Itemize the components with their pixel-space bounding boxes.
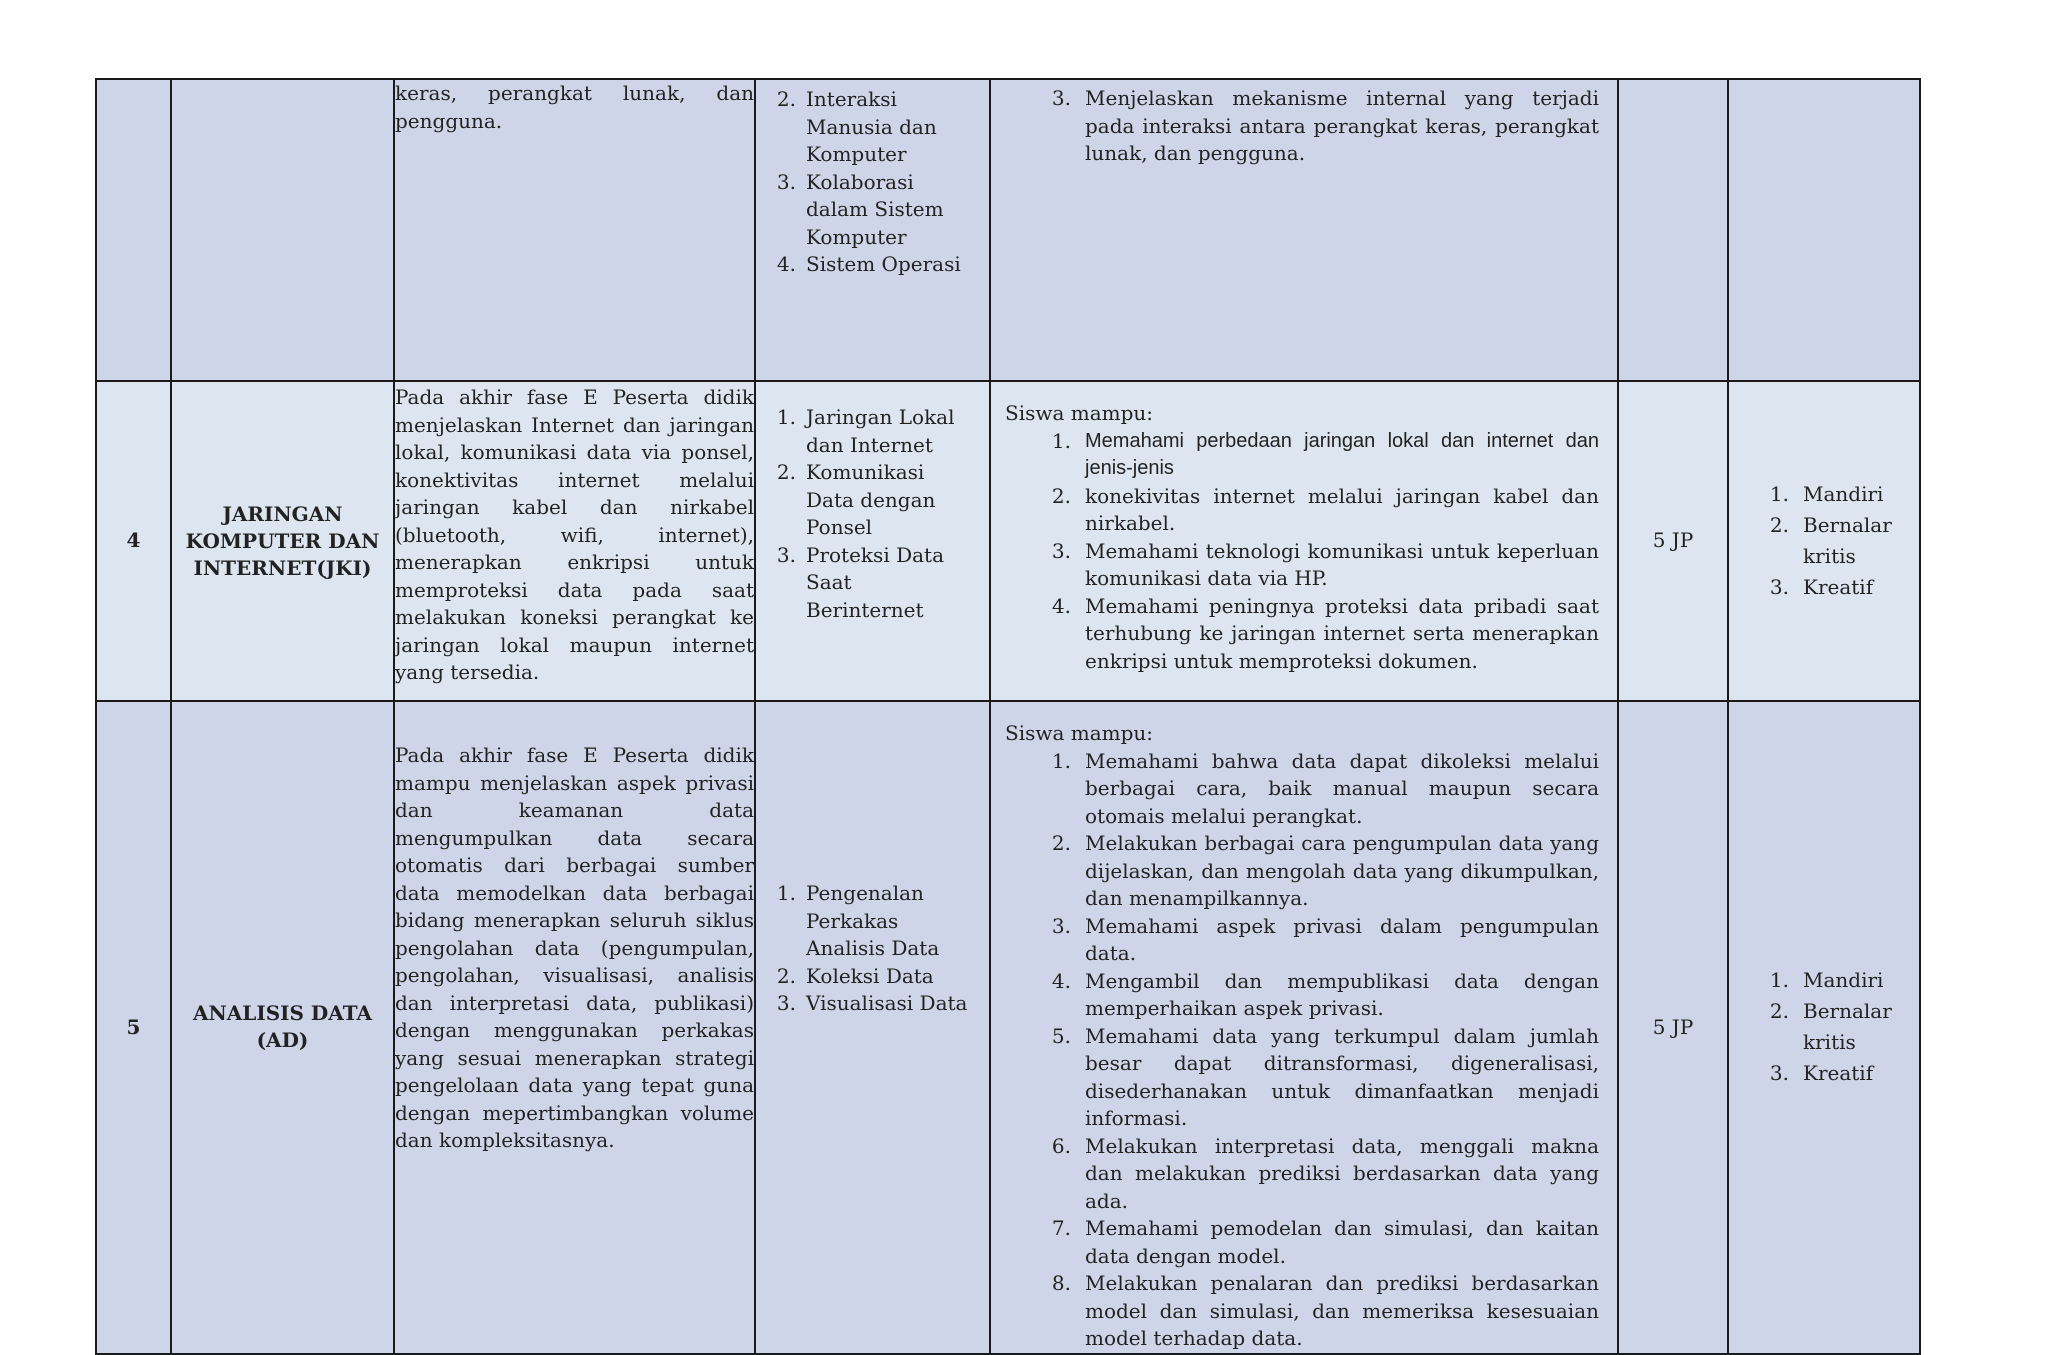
profil-item-number: 3. xyxy=(1769,1061,1789,1086)
tujuan-item-number: 4. xyxy=(1051,968,1071,993)
tujuan-item-text: Memahami bahwa data dapat dikoleksi melalui berbagai cara, baik manual maupun secara otomais melalui perangkat. xyxy=(1085,748,1599,828)
capaian-pembelajaran-cell xyxy=(394,701,755,1354)
tujuan-item xyxy=(991,913,1599,968)
materi-item-number: 3. xyxy=(776,542,796,567)
tujuan-item-number: 3. xyxy=(1051,913,1071,938)
profil-item xyxy=(1729,572,1919,603)
materi-item-number: 4. xyxy=(776,252,796,276)
profil-item xyxy=(1729,1058,1919,1089)
tujuan-item-number: 2. xyxy=(1051,483,1071,508)
profil-item-text: Kreatif xyxy=(1803,1061,1874,1086)
profil-list xyxy=(1729,965,1919,1089)
capaian-pembelajaran-cell xyxy=(394,79,755,381)
capaian-pembelajaran-text: keras, perangkat lunak, dan pengguna. xyxy=(395,81,754,133)
materi-item-text: Proteksi Data Saat Berinternet xyxy=(806,542,944,622)
tujuan-item-number: 4. xyxy=(1051,593,1071,618)
materi-item-text: Sistem Operasi xyxy=(806,252,961,276)
materi-item-text: Interaksi Manusia dan Komputer xyxy=(806,87,937,166)
profil-item-number: 1. xyxy=(1769,482,1789,506)
materi-item-number: 1. xyxy=(776,881,796,905)
materi-item xyxy=(756,251,989,279)
tujuan-item xyxy=(991,1215,1599,1270)
materi-item-number: 2. xyxy=(776,460,796,484)
row-number: 5 xyxy=(96,701,171,1354)
tujuan-item-text: Mengambil dan mempublikasi data dengan memperhaikan aspek privasi. xyxy=(1085,968,1599,1020)
tujuan-item-number: 6. xyxy=(1051,1133,1071,1158)
row-number: 4 xyxy=(96,381,171,701)
materi-item-text: Visualisasi Data xyxy=(806,991,968,1015)
profil-item-text: Mandiri xyxy=(1803,968,1884,993)
table-row xyxy=(96,79,1920,381)
tujuan-item-text: Melakukan interpretasi data, menggali makna dan melakukan prediksi berdasarkan data yang ada. xyxy=(1085,1133,1599,1213)
materi-list xyxy=(756,80,989,279)
tujuan-item xyxy=(991,85,1599,168)
tujuan-item xyxy=(991,1133,1599,1216)
profil-pelajar-cell xyxy=(1728,701,1920,1354)
element-name: ANALISIS DATA (AD) xyxy=(171,701,394,1354)
tujuan-item-number: 5. xyxy=(1051,1023,1071,1048)
profil-list xyxy=(1729,479,1919,603)
alokasi-waktu xyxy=(1618,79,1728,381)
materi-item xyxy=(756,880,989,963)
capaian-pembelajaran-cell xyxy=(394,381,755,701)
profil-item-number: 2. xyxy=(1769,999,1789,1024)
element-name xyxy=(171,79,394,381)
materi-list xyxy=(756,702,989,1018)
tujuan-pembelajaran-cell xyxy=(990,701,1618,1354)
tujuan-item xyxy=(991,968,1599,1023)
profil-item-number: 2. xyxy=(1769,513,1789,537)
tujuan-item xyxy=(991,593,1599,676)
materi-item-text: Koleksi Data xyxy=(806,963,934,988)
materi-item-number: 3. xyxy=(776,991,796,1015)
table-row xyxy=(96,701,1920,1354)
tujuan-item-number: 1. xyxy=(1051,748,1071,773)
tujuan-pembelajaran-cell xyxy=(990,79,1618,381)
tujuan-intro: Siswa mampu: xyxy=(1005,721,1154,745)
tujuan-list xyxy=(991,748,1599,1353)
materi-item-number: 1. xyxy=(776,405,796,429)
profil-item-number: 3. xyxy=(1769,575,1789,599)
tujuan-item-text: konekivitas internet melalui jaringan kabel dan nirkabel. xyxy=(1085,483,1599,535)
materi-item-text: Kolaborasi dalam Sistem Komputer xyxy=(806,169,944,249)
tujuan-item-text: Memahami perbedaan jaringan lokal dan internet dan jenis-jenis xyxy=(1085,429,1599,479)
materi-item-text: Jaringan Lokal dan Internet xyxy=(806,405,955,457)
profil-item-number: 1. xyxy=(1769,968,1789,993)
profil-item xyxy=(1729,996,1919,1058)
tujuan-item xyxy=(991,483,1599,538)
profil-pelajar-cell xyxy=(1728,381,1920,701)
materi-item-number: 2. xyxy=(776,87,796,111)
tujuan-item-text: Melakukan berbagai cara pengumpulan data yang dijelaskan, dan mengolah data yang dikumpulkan, dan menampilkannya. xyxy=(1085,831,1599,910)
alokasi-waktu: 5 JP xyxy=(1618,381,1728,701)
materi-item xyxy=(756,990,989,1018)
tujuan-list xyxy=(991,428,1599,676)
profil-item-text: Bernalar kritis xyxy=(1803,513,1892,568)
materi-item-text: Pengenalan Perkakas Analisis Data xyxy=(806,881,940,960)
materi-item-text: Komunikasi Data dengan Ponsel xyxy=(806,460,936,539)
materi-cell xyxy=(755,701,990,1354)
profil-item xyxy=(1729,479,1919,510)
materi-cell xyxy=(755,79,990,381)
tujuan-pembelajaran-cell xyxy=(990,381,1618,701)
element-name: JARINGAN KOMPUTER DAN INTERNET(JKI) xyxy=(171,381,394,701)
curriculum-table xyxy=(95,78,1921,1355)
tujuan-intro: Siswa mampu: xyxy=(1005,401,1154,425)
materi-item-number: 3. xyxy=(776,169,796,194)
profil-item-text: Kreatif xyxy=(1803,575,1874,599)
profil-item xyxy=(1729,510,1919,572)
materi-item xyxy=(756,169,989,252)
tujuan-item-number: 3. xyxy=(1051,538,1071,563)
row-number xyxy=(96,79,171,381)
tujuan-item-text: Memahami pemodelan dan simulasi, dan kaitan data dengan model. xyxy=(1085,1216,1599,1268)
materi-list xyxy=(756,382,989,624)
alokasi-waktu: 5 JP xyxy=(1618,701,1728,1354)
tujuan-item xyxy=(991,1270,1599,1353)
tujuan-item xyxy=(991,830,1599,913)
tujuan-item-text: Melakukan penalaran dan prediksi berdasarkan model dan simulasi, dan memeriksa kesesuaian model terhadap data. xyxy=(1085,1271,1599,1350)
table-row xyxy=(96,381,1920,701)
tujuan-item-number: 8. xyxy=(1051,1271,1071,1295)
tujuan-item-text: Memahami peningnya proteksi data pribadi saat terhubung ke jaringan internet serta menerapkan enkripsi untuk memproteksi dokumen. xyxy=(1085,593,1599,673)
tujuan-item-number: 2. xyxy=(1051,831,1071,855)
materi-item xyxy=(756,404,989,459)
materi-item xyxy=(756,459,989,542)
tujuan-item xyxy=(991,748,1599,831)
tujuan-item xyxy=(991,1023,1599,1133)
tujuan-item-text: Memahami teknologi komunikasi untuk keperluan komunikasi data via HP. xyxy=(1085,538,1599,590)
tujuan-item-text: Memahami aspek privasi dalam pengumpulan data. xyxy=(1085,913,1599,965)
tujuan-item xyxy=(991,428,1599,483)
tujuan-item-text: Memahami data yang terkumpul dalam jumlah besar dapat ditransformasi, digeneralisasi, disederhanakan untuk dimanfaatkan menjadi informasi. xyxy=(1085,1023,1599,1130)
profil-item-text: Mandiri xyxy=(1803,482,1884,506)
tujuan-item-number: 1. xyxy=(1051,428,1071,453)
tujuan-item-text: Menjelaskan mekanisme internal yang terjadi pada interaksi antara perangkat keras, perangkat lunak, dan pengguna. xyxy=(1085,86,1599,165)
materi-item xyxy=(756,963,989,991)
materi-item-number: 2. xyxy=(776,963,796,988)
materi-item xyxy=(756,86,989,169)
profil-item-text: Bernalar kritis xyxy=(1803,999,1892,1055)
tujuan-item-number: 3. xyxy=(1051,86,1071,110)
tujuan-list xyxy=(991,80,1599,168)
materi-item xyxy=(756,542,989,625)
tujuan-item xyxy=(991,538,1599,593)
materi-cell xyxy=(755,381,990,701)
profil-item xyxy=(1729,965,1919,996)
tujuan-item-number: 7. xyxy=(1051,1216,1071,1240)
profil-pelajar-cell xyxy=(1728,79,1920,381)
capaian-pembelajaran-text: Pada akhir fase E Peserta didik menjelaskan Internet dan jaringan lokal, komunikasi data via ponsel, konektivitas internet melalui jaringan kabel dan nirkabel (bluetooth, wifi, internet), menerapkan enkripsi untuk memproteksi data pada saat melakukan koneksi perangkat ke jaringan lokal maupun internet yang tersedia. xyxy=(395,385,754,684)
capaian-pembelajaran-text: Pada akhir fase E Peserta didik mampu menjelaskan aspek privasi dan keamanan data mengumpulkan data secara otomatis dari berbagai sumber data memodelkan data berbagai bidang menerapkan seluruh siklus pengolahan data (pengumpulan, pengolahan, visualisasi, analisis dan interpretasi data, publikasi) dengan menggunakan perkakas yang sesuai menerapkan strategi pengelolaan data yang tepat guna dengan mepertimbangkan volume dan kompleksitasnya. xyxy=(395,743,754,1152)
